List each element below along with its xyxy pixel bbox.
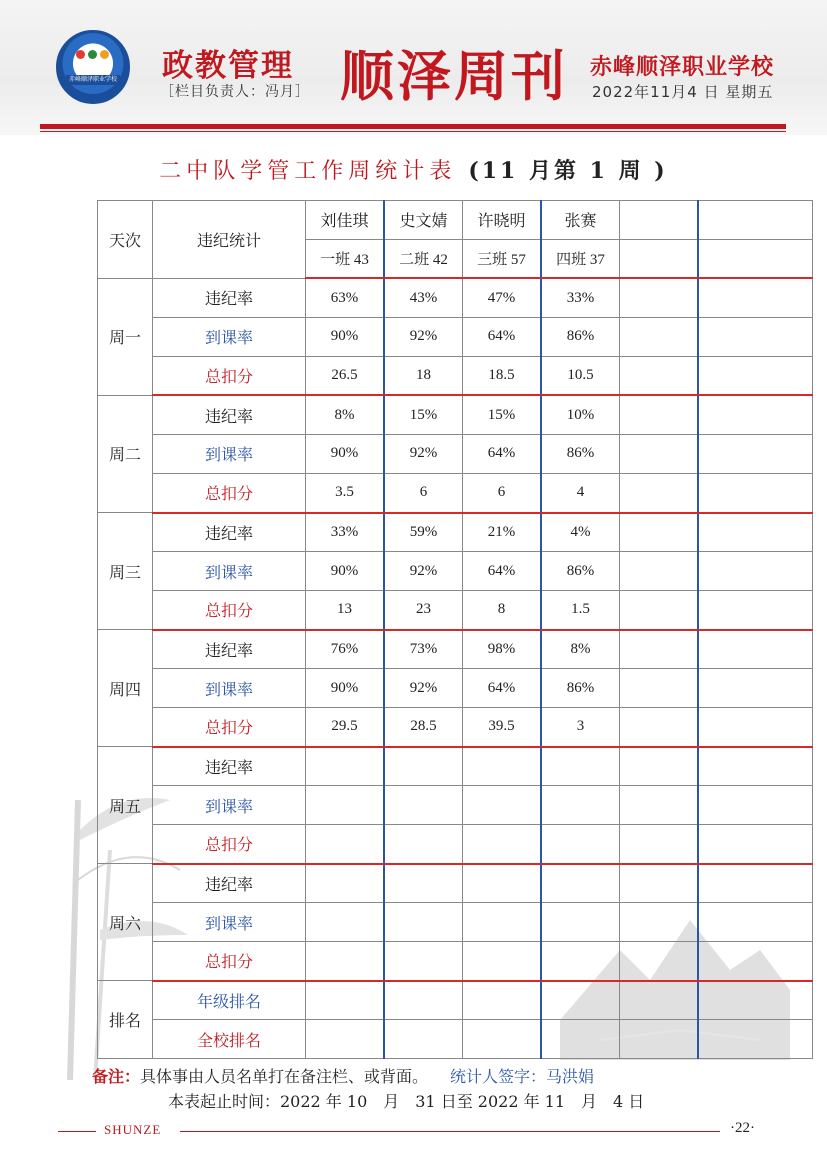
table-row (98, 669, 813, 708)
teacher-name: 许晓明 (463, 201, 542, 240)
table-row (98, 278, 813, 317)
table-cell: 10% (541, 395, 620, 434)
table-cell: 43% (384, 278, 463, 317)
empty-col-b (698, 239, 813, 278)
rank-row (98, 981, 813, 1020)
metric-label: 违纪率 (153, 630, 306, 669)
empty-cell (698, 942, 813, 981)
empty-cell (698, 395, 813, 434)
logo-figure-orange (100, 50, 109, 59)
empty-cell (620, 786, 699, 825)
table-cell: 33% (541, 278, 620, 317)
logo-figure-red (76, 50, 85, 59)
title-week: (11 月第 1 周 ) (468, 158, 668, 184)
table-row (98, 903, 813, 942)
empty-cell (698, 1020, 813, 1059)
metric-label: 违纪率 (153, 747, 306, 786)
metric-label: 总扣分 (153, 356, 306, 395)
publication-brand: 顺泽周刊 (340, 44, 568, 108)
empty-cell (698, 630, 813, 669)
table-cell: 90% (306, 318, 385, 357)
empty-cell (698, 981, 813, 1020)
table-cell: 18.5 (463, 356, 542, 395)
empty-cell (541, 1020, 620, 1059)
metric-label: 总扣分 (153, 707, 306, 746)
table-cell: 39.5 (463, 707, 542, 746)
table-cell: 90% (306, 552, 385, 591)
empty-cell (698, 864, 813, 903)
table-cell: 90% (306, 669, 385, 708)
table-cell: 26.5 (306, 356, 385, 395)
table-cell: 8% (541, 630, 620, 669)
table-cell (384, 825, 463, 864)
table-cell: 4% (541, 513, 620, 552)
statistician-signature: 统计人签字：马洪娟 (450, 1067, 595, 1086)
metric-label: 违纪率 (153, 395, 306, 434)
empty-cell (698, 278, 813, 317)
table-cell: 47% (463, 278, 542, 317)
metric-label: 到课率 (153, 669, 306, 708)
column-editor: ［栏目负责人：冯月］ (160, 84, 310, 100)
table-cell: 73% (384, 630, 463, 669)
table-row (98, 590, 813, 629)
header-rule-thick (40, 124, 786, 129)
metric-label: 违纪率 (153, 278, 306, 317)
metric-label: 到课率 (153, 435, 306, 474)
table-cell: 64% (463, 435, 542, 474)
table-cell (384, 747, 463, 786)
teacher-class: 二班 42 (384, 239, 463, 278)
metric-label: 违纪率 (153, 513, 306, 552)
note-text: 具体事由人员名单打在备注栏、或背面。 (140, 1067, 429, 1086)
teacher-class: 三班 57 (463, 239, 542, 278)
empty-cell (620, 552, 699, 591)
statistics-table (97, 200, 813, 1059)
empty-cell (620, 356, 699, 395)
empty-col-a (620, 239, 699, 278)
header-rule-thin (40, 131, 786, 132)
table-cell (541, 942, 620, 981)
empty-cell (698, 786, 813, 825)
logo-text: 赤峰顺泽职业学校 (66, 75, 120, 85)
empty-cell (698, 903, 813, 942)
teacher-class: 四班 37 (541, 239, 620, 278)
table-cell: 86% (541, 552, 620, 591)
corner-day: 天次 (98, 201, 153, 279)
table-cell: 33% (306, 513, 385, 552)
footer-note (92, 1064, 594, 1087)
table-row (98, 395, 813, 434)
teacher-name: 张赛 (541, 201, 620, 240)
footer-rule-right (180, 1131, 720, 1132)
table-cell (384, 786, 463, 825)
logo-figure-green (88, 50, 97, 59)
table-row (98, 552, 813, 591)
title-main: 二中队学管工作周统计表 (159, 159, 457, 184)
empty-col-b (698, 201, 813, 240)
empty-cell (620, 278, 699, 317)
empty-cell (620, 669, 699, 708)
empty-cell (698, 669, 813, 708)
empty-cell (620, 435, 699, 474)
empty-cell (698, 552, 813, 591)
table-cell: 8% (306, 395, 385, 434)
table-cell: 15% (384, 395, 463, 434)
empty-cell (620, 981, 699, 1020)
table-row (98, 473, 813, 512)
section-title: 政教管理 (162, 48, 294, 84)
table-cell: 8 (463, 590, 542, 629)
table-cell: 76% (306, 630, 385, 669)
table-cell (463, 825, 542, 864)
table-cell (306, 786, 385, 825)
page-number: ·22· (730, 1120, 755, 1136)
header-row-names (98, 201, 813, 240)
corner-stat: 违纪统计 (153, 201, 306, 279)
empty-cell (698, 318, 813, 357)
table-cell (384, 903, 463, 942)
table-row (98, 786, 813, 825)
table-cell: 98% (463, 630, 542, 669)
table-cell: 6 (463, 473, 542, 512)
table-row (98, 942, 813, 981)
empty-cell (306, 981, 385, 1020)
metric-label: 总扣分 (153, 825, 306, 864)
table-cell: 92% (384, 669, 463, 708)
empty-cell (463, 1020, 542, 1059)
day-label: 周三 (98, 513, 153, 630)
table-cell (306, 864, 385, 903)
table-row (98, 513, 813, 552)
empty-cell (698, 513, 813, 552)
table-row (98, 747, 813, 786)
table-row (98, 356, 813, 395)
table-cell (306, 903, 385, 942)
empty-cell (620, 747, 699, 786)
teacher-name: 史文婧 (384, 201, 463, 240)
empty-cell (306, 1020, 385, 1059)
table-cell (463, 903, 542, 942)
table-cell (306, 942, 385, 981)
table-cell (384, 942, 463, 981)
day-label: 周一 (98, 278, 153, 395)
school-logo (56, 30, 130, 104)
table-cell: 86% (541, 318, 620, 357)
table-row (98, 630, 813, 669)
table-cell (306, 747, 385, 786)
table-cell: 59% (384, 513, 463, 552)
table-cell (463, 747, 542, 786)
table-cell: 28.5 (384, 707, 463, 746)
table-cell: 92% (384, 435, 463, 474)
empty-cell (620, 473, 699, 512)
table-row (98, 707, 813, 746)
teacher-name: 刘佳琪 (306, 201, 385, 240)
empty-cell (620, 707, 699, 746)
day-label: 周二 (98, 395, 153, 512)
empty-cell (620, 318, 699, 357)
empty-cell (698, 473, 813, 512)
teacher-class: 一班 43 (306, 239, 385, 278)
day-label: 周六 (98, 864, 153, 981)
day-label: 周四 (98, 630, 153, 747)
table-cell (541, 747, 620, 786)
empty-cell (384, 981, 463, 1020)
empty-cell (620, 513, 699, 552)
table-cell: 10.5 (541, 356, 620, 395)
empty-cell (620, 864, 699, 903)
table-cell (306, 825, 385, 864)
table-cell: 29.5 (306, 707, 385, 746)
table-cell: 86% (541, 669, 620, 708)
table-cell: 21% (463, 513, 542, 552)
table-cell: 92% (384, 318, 463, 357)
empty-cell (541, 981, 620, 1020)
table-cell: 63% (306, 278, 385, 317)
table-cell: 64% (463, 669, 542, 708)
empty-cell (620, 825, 699, 864)
table-row (98, 864, 813, 903)
empty-cell (620, 630, 699, 669)
table-cell (541, 903, 620, 942)
school-name: 赤峰顺泽职业学校 (590, 55, 775, 80)
metric-label: 总扣分 (153, 590, 306, 629)
metric-label: 总扣分 (153, 473, 306, 512)
empty-cell (620, 1020, 699, 1059)
period-text: 本表起止时间：2022 年 10 月 31 日至 2022 年 11 月 4 日 (168, 1092, 645, 1111)
table-cell: 90% (306, 435, 385, 474)
table-cell (463, 942, 542, 981)
empty-cell (463, 981, 542, 1020)
empty-col-a (620, 201, 699, 240)
table-cell: 3 (541, 707, 620, 746)
table-cell: 15% (463, 395, 542, 434)
metric-label: 到课率 (153, 318, 306, 357)
table-cell: 13 (306, 590, 385, 629)
table-cell (463, 864, 542, 903)
empty-cell (698, 825, 813, 864)
table-row (98, 825, 813, 864)
table-cell: 1.5 (541, 590, 620, 629)
table-cell: 23 (384, 590, 463, 629)
table-cell (463, 786, 542, 825)
rank-label: 排名 (98, 981, 153, 1059)
note-label: 备注： (92, 1067, 141, 1086)
footer-brand: SHUNZE (104, 1122, 162, 1137)
footer-rule-left (58, 1131, 96, 1132)
document-title (0, 154, 827, 185)
table-cell: 64% (463, 318, 542, 357)
metric-label: 违纪率 (153, 864, 306, 903)
table-cell: 6 (384, 473, 463, 512)
table-cell: 92% (384, 552, 463, 591)
issue-date: 2022年11月4 日 星期五 (592, 83, 774, 101)
table-cell: 4 (541, 473, 620, 512)
metric-label: 到课率 (153, 552, 306, 591)
empty-cell (620, 395, 699, 434)
metric-label: 总扣分 (153, 942, 306, 981)
table-cell: 3.5 (306, 473, 385, 512)
table-cell (541, 825, 620, 864)
metric-label: 到课率 (153, 903, 306, 942)
empty-cell (698, 747, 813, 786)
table-cell: 64% (463, 552, 542, 591)
table-row (98, 318, 813, 357)
table-cell (541, 864, 620, 903)
empty-cell (620, 942, 699, 981)
empty-cell (698, 356, 813, 395)
table-cell (541, 786, 620, 825)
table-cell: 86% (541, 435, 620, 474)
empty-cell (698, 435, 813, 474)
day-label: 周五 (98, 747, 153, 864)
table-row (98, 435, 813, 474)
empty-cell (698, 707, 813, 746)
empty-cell (698, 590, 813, 629)
rank-type: 全校排名 (153, 1020, 306, 1059)
empty-cell (620, 590, 699, 629)
table-cell (384, 864, 463, 903)
empty-cell (384, 1020, 463, 1059)
rank-type: 年级排名 (153, 981, 306, 1020)
empty-cell (620, 903, 699, 942)
rank-row (98, 1020, 813, 1059)
table-cell: 18 (384, 356, 463, 395)
metric-label: 到课率 (153, 786, 306, 825)
